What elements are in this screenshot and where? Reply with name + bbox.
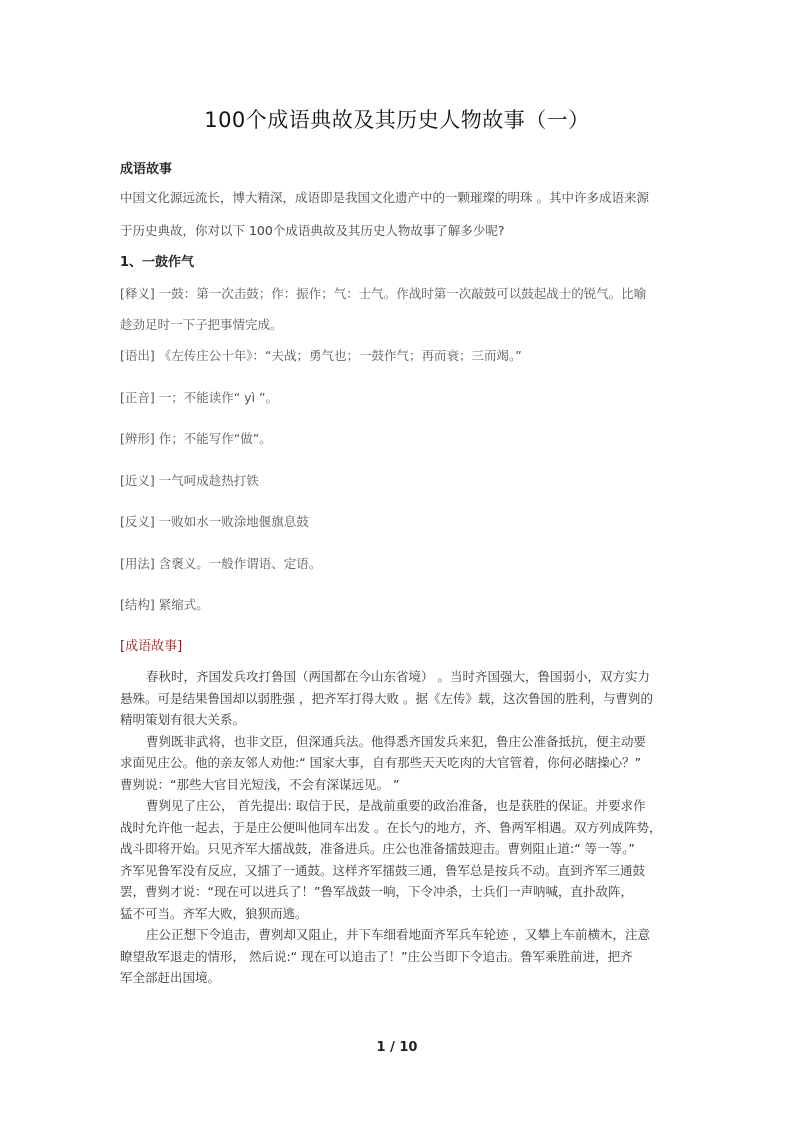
idiom-heading: 1、一鼓作气: [120, 255, 195, 270]
story-line: 齐军见鲁军没有反应，又擂了一通鼓。这样齐军擂鼓三通，鲁军总是按兵不动。直到齐军三通鼓: [120, 862, 646, 878]
story-line: 悬殊。可是结果鲁国却以弱胜强 ，把齐军打得大败 。据《左传》载，这次鲁国的胜利，与曹刿的: [120, 690, 653, 706]
entry-fanyi: [反义] 一败如水一败涂地偃旗息鼓: [120, 514, 309, 529]
story-line: 猛不可当。齐军大败，狼狈而逃。: [120, 905, 308, 921]
story-line: 军全部赶出国境。: [120, 970, 221, 985]
entry-bianxing: [辨形] 作；不能写作“做”。: [120, 431, 272, 446]
intro-paragraph: [120, 181, 680, 247]
story-line: 精明策划有很大关系。: [120, 712, 246, 727]
story-line: 战斗即将开始。只见齐军大擂战鼓，准备进兵。庄公也准备擂鼓迎击。曹刿阻止道:“ 等一等。”: [120, 841, 635, 856]
story-line: 春秋时，齐国发兵攻打鲁国（两国都在今山东省境） 。当时齐国强大，鲁国弱小，双方实力: [146, 669, 650, 684]
document-title: 100个成语典故及其历史人物故事（一）: [204, 108, 590, 132]
story-line: 瞭望敌军退走的情形， 然后说:“ 现在可以追击了！”庄公当即下令追击。鲁军乘胜前进，把齐: [120, 948, 633, 964]
entry-zhengyin: [正音] 一；不能读作“ yì ”。: [120, 390, 278, 405]
story-line: 曹刿见了庄公， 首先提出: 取信于民，是战前重要的政治准备，也是获胜的保证。并要求作: [146, 798, 646, 813]
entry-jiegou: [结构] 紧缩式。: [120, 597, 209, 612]
entry-yuchu: [语出] 《左传庄公十年》：“夫战；勇气也；一鼓作气；再而衰；三而竭。”: [120, 348, 522, 363]
story-body: [120, 666, 690, 989]
entry-shiyi-cont: 趁劲足时一下子把事情完成。: [120, 317, 283, 332]
intro-line: 于历史典故，你对以下 100个成语典故及其历史人物故事了解多少呢?: [120, 223, 505, 238]
story-line: 庄公正想下令追击，曹刿却又阻止，并下车细看地面齐军兵车轮迹 ，又攀上车前横木，注意: [146, 927, 650, 942]
story-line: 罢，曹刿才说：“现在可以进兵了！”鲁军战鼓一响，下令冲杀，士兵们一声呐喊，直扑敌阵，: [120, 884, 633, 899]
page-number: 1 / 10: [376, 1040, 418, 1055]
story-line: 战时允许他一起去，于是庄公便叫他同车出发 。在长勺的地方，齐、鲁两军相遇。双方列成阵势，: [120, 819, 662, 835]
entry-jinyi: [近义] 一气呵成趁热打铁: [120, 473, 259, 488]
story-line: 曹刿既非武将，也非文臣，但深通兵法。他得悉齐国发兵来犯，鲁庄公准备抵抗，便主动要: [146, 733, 647, 749]
story-heading: [成语故事]: [120, 639, 183, 654]
entry-shiyi: [释义] 一鼓：第一次击鼓；作：振作；气：士气。作战时第一次敲鼓可以鼓起战士的锐气。比喻: [120, 286, 647, 301]
entry-yongfa: [用法] 含褒义。一般作谓语、定语。: [120, 556, 322, 571]
story-line: 曹刿说：“那些大官目光短浅，不会有深谋远见。 ”: [120, 776, 400, 792]
story-line: 求面见庄公。他的亲友邻人劝他:“ 国家大事，自有那些天天吃肉的大官管着，你何必瞎操心？”: [120, 755, 642, 770]
intro-line: 中国文化源远流长，博大精深，成语即是我国文化遗产中的一颗璀璨的明珠 。其中许多成语来源: [120, 190, 649, 205]
section-label: 成语故事: [120, 162, 173, 177]
